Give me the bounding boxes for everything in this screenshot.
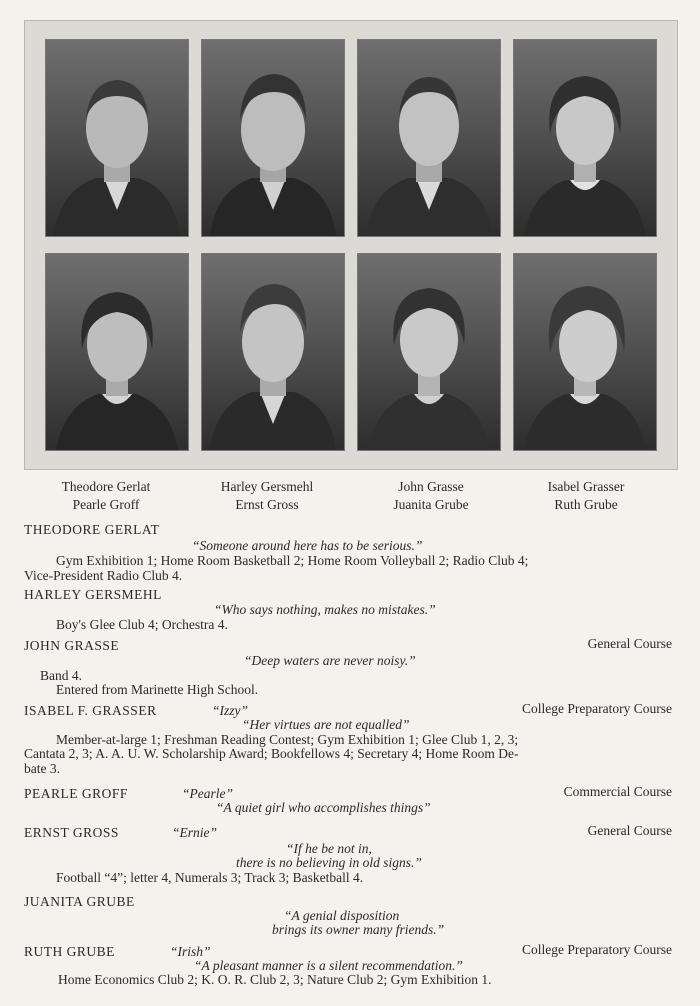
caption-column	[187, 478, 347, 513]
bio-name: RUTH GRUBE	[24, 944, 115, 959]
female-portrait-figure	[358, 254, 500, 450]
bio-quote: “Who says nothing, makes no mistakes.”	[214, 602, 436, 617]
portrait-photo	[45, 253, 189, 451]
bio-quote: “Deep waters are never noisy.”	[244, 653, 416, 668]
bio-quote: brings its owner many friends.”	[272, 922, 445, 937]
caption-column	[26, 478, 186, 513]
caption-name: Pearle Groff	[72, 496, 140, 512]
bio-name: JOHN GRASSE	[24, 638, 120, 653]
bio-activities: Home Economics Club 2; K. O. R. Club 2, 3; Nature Club 2; Gym Exhibition 1.	[58, 972, 492, 987]
bio-activities: Member-at-large 1; Freshman Reading Contest; Gym Exhibition 1; Glee Club 1, 2, 3;	[56, 732, 519, 747]
male-portrait-figure	[46, 40, 188, 236]
female-portrait-figure	[514, 40, 656, 236]
caption-column	[351, 478, 511, 513]
bio-nickname: “Pearle”	[182, 786, 234, 801]
male-portrait-figure	[358, 40, 500, 236]
bio-name: HARLEY GERSMEHL	[24, 587, 162, 602]
bio-name: JUANITA GRUBE	[24, 894, 135, 909]
portrait-photo	[201, 253, 345, 451]
bio-quote: “Her virtues are not equalled”	[242, 717, 410, 732]
bio-activities: Cantata 2, 3; A. A. U. W. Scholarship Award; Bookfellows 4; Secretary 4; Home Room De-	[24, 746, 519, 761]
bio-quote: “Someone around here has to be serious.”	[192, 538, 423, 553]
bio-quote: there is no believing in old signs.”	[236, 855, 422, 870]
bio-course: General Course	[587, 636, 672, 651]
portrait-captions	[0, 478, 700, 518]
portrait-panel	[24, 20, 678, 470]
bio-quote: “A pleasant manner is a silent recommendation.”	[194, 958, 463, 973]
bio-course: College Preparatory Course	[522, 942, 672, 957]
caption-name: Harley Gersmehl	[220, 479, 314, 494]
bio-activities: Football “4”; letter 4, Numerals 3; Track 3; Basketball 4.	[56, 870, 364, 885]
bio-name: ISABEL F. GRASSER	[24, 703, 157, 718]
caption-column	[506, 478, 666, 513]
caption-name: Ruth Grube	[554, 496, 618, 512]
bio-quote: “A genial disposition	[284, 908, 400, 923]
portrait-photo	[357, 253, 501, 451]
portrait-photo	[513, 253, 657, 451]
bio-name: THEODORE GERLAT	[24, 522, 160, 537]
male-portrait-figure	[202, 254, 344, 450]
caption-name: Ernst Gross	[235, 496, 299, 512]
bio-activities: bate 3.	[24, 761, 60, 776]
bio-course: General Course	[587, 823, 672, 838]
bio-nickname: “Irish”	[170, 944, 211, 959]
bio-nickname: “Izzy”	[212, 703, 249, 718]
caption-name: John Grasse	[398, 479, 464, 494]
bio-activities: Vice-President Radio Club 4.	[24, 568, 183, 583]
caption-name: Theodore Gerlat	[61, 479, 151, 494]
bio-activities: Gym Exhibition 1; Home Room Basketball 2; Home Room Volleyball 2; Radio Club 4;	[56, 553, 529, 568]
female-portrait-figure	[46, 254, 188, 450]
bio-activities: Boy's Glee Club 4; Orchestra 4.	[56, 617, 228, 632]
bio-activities: Entered from Marinette High School.	[56, 682, 259, 697]
male-portrait-figure	[202, 40, 344, 236]
bio-nickname: “Ernie”	[172, 825, 218, 840]
bio-name: ERNST GROSS	[24, 825, 119, 840]
bio-quote: “A quiet girl who accomplishes things”	[216, 800, 431, 815]
female-portrait-figure	[514, 254, 656, 450]
caption-name: Juanita Grube	[393, 496, 469, 512]
portrait-photo	[513, 39, 657, 237]
bio-quote: “If he be not in,	[286, 841, 372, 856]
portrait-photo	[357, 39, 501, 237]
bio-activities: Band 4.	[40, 668, 82, 683]
portrait-photo	[201, 39, 345, 237]
bio-course: Commercial Course	[563, 784, 672, 799]
bio-name: PEARLE GROFF	[24, 786, 128, 801]
bio-course: College Preparatory Course	[522, 701, 672, 716]
caption-name: Isabel Grasser	[547, 479, 625, 494]
portrait-photo	[45, 39, 189, 237]
